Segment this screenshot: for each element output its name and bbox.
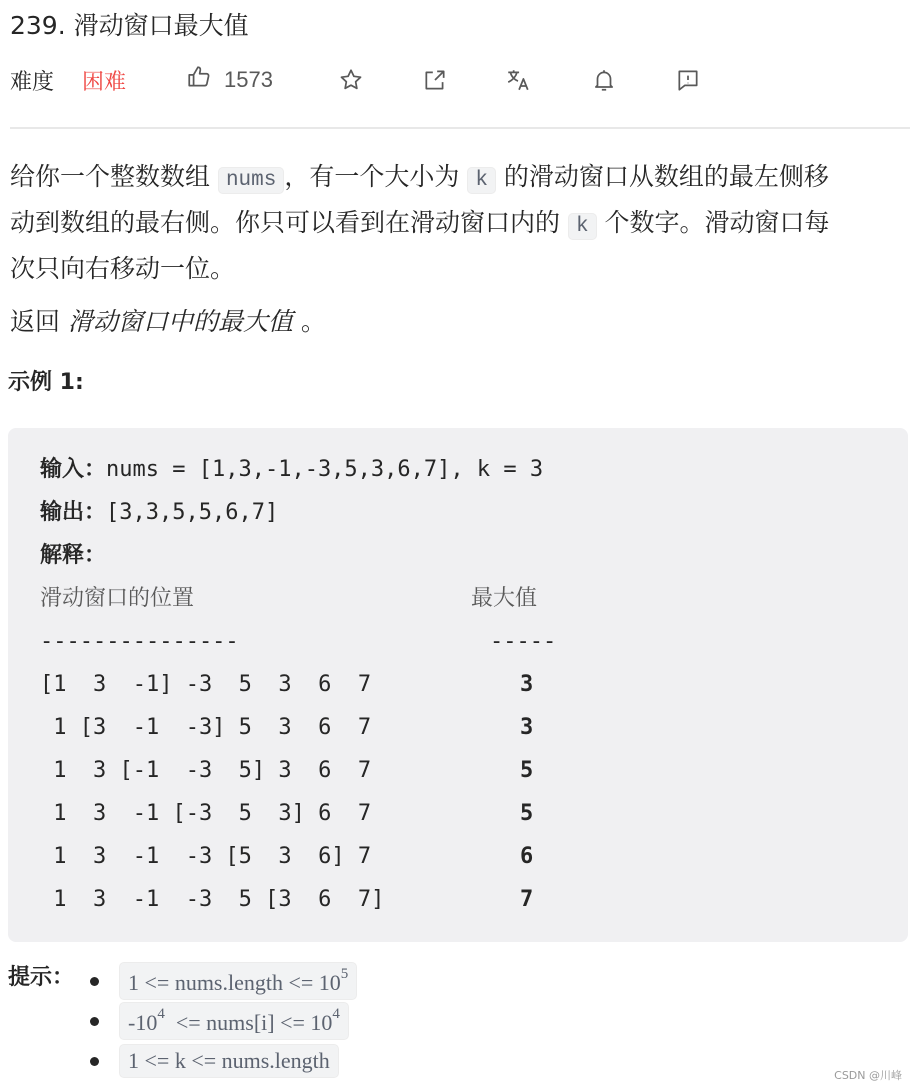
window-row: 1 3 -1 -3 5 [3 6 7] bbox=[40, 887, 385, 912]
tip-code: 1 <= k <= nums.length bbox=[119, 1044, 339, 1078]
problem-meta-bar bbox=[10, 62, 900, 98]
tip-code: $-10^4$ <= nums[i] <= $10^4$ bbox=[119, 1002, 349, 1040]
window-row: [1 3 -1] -3 5 3 6 7 bbox=[40, 672, 372, 697]
window-max-value: 3 bbox=[520, 715, 534, 740]
tip-item bbox=[90, 1043, 339, 1079]
window-row: 1 3 [-1 -3 5] 3 6 7 bbox=[40, 758, 372, 783]
return-statement: 返回 滑动窗口中的最大值 。 bbox=[10, 307, 326, 336]
difficulty-value: 困难 bbox=[82, 69, 127, 95]
bullet-dot bbox=[90, 1057, 99, 1066]
inline-code: k bbox=[568, 213, 597, 240]
max-column-header: 最大值 bbox=[471, 586, 538, 611]
star-icon[interactable] bbox=[337, 62, 365, 98]
bullet-dot bbox=[90, 1017, 99, 1026]
bell-icon[interactable] bbox=[590, 62, 618, 98]
problem-title: 239. 滑动窗口最大值 bbox=[10, 11, 249, 40]
window-max-value: 5 bbox=[520, 801, 534, 826]
example-title: 示例 1: bbox=[8, 370, 84, 395]
tips-title: 提示： bbox=[8, 965, 75, 990]
difficulty-label: 难度 bbox=[10, 69, 55, 95]
inline-code: k bbox=[467, 167, 496, 194]
feedback-icon[interactable] bbox=[674, 62, 702, 98]
window-max-value: 6 bbox=[520, 844, 534, 869]
tip-item bbox=[90, 1003, 349, 1039]
example-output-line: 输出：[3,3,5,5,6,7] bbox=[40, 500, 279, 525]
window-column-header: 滑动窗口的位置 bbox=[40, 586, 195, 611]
like-count: 1573 bbox=[224, 67, 273, 92]
header-divider bbox=[10, 127, 910, 129]
window-max-value: 3 bbox=[520, 672, 534, 697]
window-separator: --------------- bbox=[40, 629, 239, 654]
translate-icon[interactable] bbox=[504, 62, 532, 98]
window-row: 1 [3 -1 -3] 5 3 6 7 bbox=[40, 715, 372, 740]
window-max-value: 5 bbox=[520, 758, 534, 783]
window-max-value: 7 bbox=[520, 887, 534, 912]
share-icon[interactable] bbox=[421, 62, 449, 98]
inline-code: nums bbox=[218, 167, 284, 194]
watermark: CSDN @川峰 bbox=[834, 1069, 902, 1082]
tip-item bbox=[90, 963, 357, 999]
tip-code: 1 <= nums.length <= $10^5$ bbox=[119, 962, 357, 1000]
window-row: 1 3 -1 [-3 5 3] 6 7 bbox=[40, 801, 372, 826]
example-input-line: 输入：nums = [1,3,-1,-3,5,3,6,7], k = 3 bbox=[40, 457, 544, 482]
example-explain-label: 解释： bbox=[40, 543, 107, 568]
max-separator: ----- bbox=[490, 629, 557, 654]
window-row: 1 3 -1 -3 [5 3 6] 7 bbox=[40, 844, 372, 869]
thumbs-up-icon bbox=[186, 64, 212, 96]
problem-description: 给你一个整数数组 nums ，有一个大小为 k 的滑动窗口从数组的最左侧移 动到数组的最右侧。你只可以看到在滑动窗口内的 k 个数字。滑动窗口每 次只向右移动一位。 bbox=[10, 162, 830, 283]
example-code-block bbox=[8, 428, 908, 942]
like-button[interactable] bbox=[186, 62, 273, 98]
bullet-dot bbox=[90, 977, 99, 986]
